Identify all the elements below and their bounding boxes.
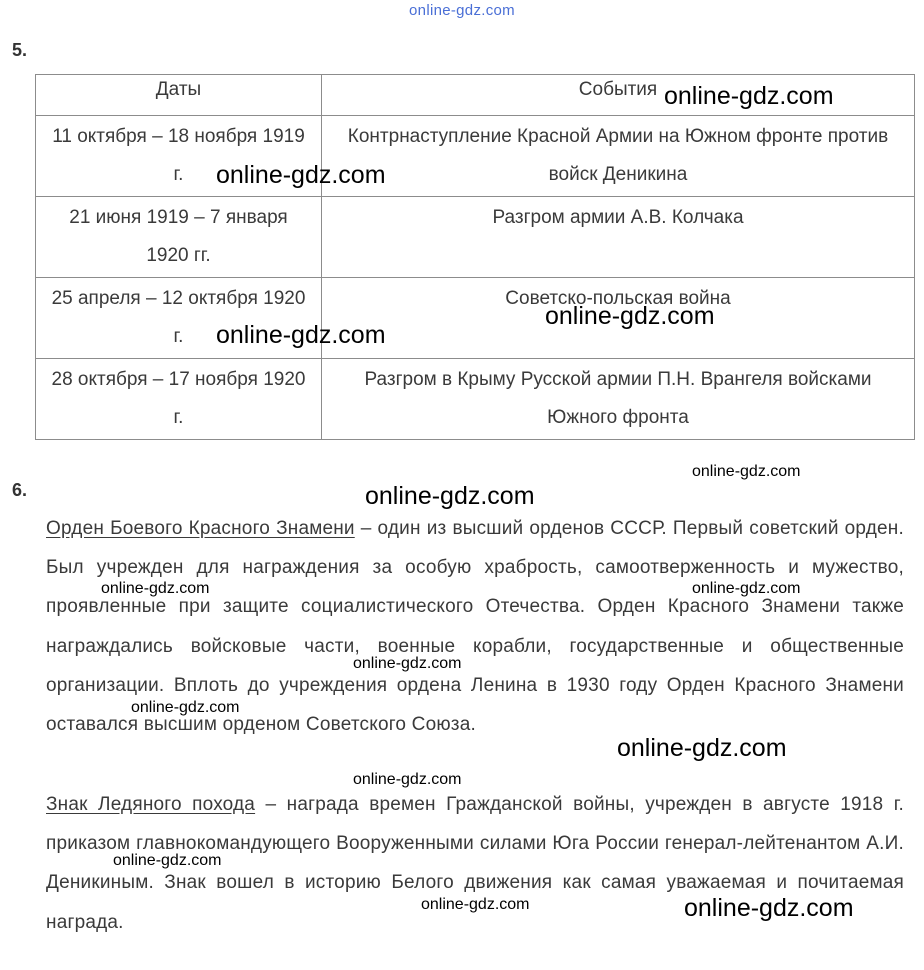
watermark: online-gdz.com (545, 302, 715, 330)
paragraph-text: – награда времен Гражданской войны, учрежден в августе 1918 г. приказом главнокомандующего Вооруженными силами Юга России генерал-лейтенантом А.И. Деникиным. Знак вошел в историю Белого движения как самая уважаемая и почитаемая награда. (46, 794, 904, 933)
watermark: online-gdz.com (684, 894, 854, 922)
date-cell: 25 апреля – 12 октября 1920 г. (36, 278, 322, 359)
watermark: online-gdz.com (113, 852, 222, 869)
date-cell: 28 октября – 17 ноября 1920 г. (36, 359, 322, 440)
watermark: online-gdz.com (692, 580, 801, 597)
section-5-number: 5. (12, 40, 28, 60)
watermark: online-gdz.com (216, 161, 386, 189)
watermark: online-gdz.com (692, 463, 801, 480)
watermark: online-gdz.com (664, 82, 834, 110)
events-table (35, 74, 915, 440)
table-row (36, 278, 915, 359)
section-6-number: 6. (12, 480, 28, 500)
table-row (36, 359, 915, 440)
table-row (36, 197, 915, 278)
term-ice-march-badge: Знак Ледяного похода (46, 794, 256, 815)
term-order-red-banner: Орден Боевого Красного Знамени (46, 518, 355, 539)
event-cell: Разгром армии А.В. Колчака (322, 197, 915, 278)
event-cell: Разгром в Крыму Русской армии П.Н. Врангеля войсками Южного фронта (322, 359, 915, 440)
watermark: online-gdz.com (101, 580, 210, 597)
watermark: online-gdz.com (216, 321, 386, 349)
header-events: События (322, 75, 915, 116)
watermark: online-gdz.com (365, 482, 535, 510)
watermark: online-gdz.com (421, 896, 530, 913)
header-watermark: online-gdz.com (409, 2, 515, 19)
watermark: online-gdz.com (353, 655, 462, 672)
watermark: online-gdz.com (617, 734, 787, 762)
watermark: online-gdz.com (353, 771, 462, 788)
paragraph-text: – один из высший орденов СССР. Первый советский орден. Был учрежден для награждения за особую храбрость, самоотверженность и мужество, проявленные при защите социалистического Отечества. Орден Красного Знамени также награждались войсковые части, военные корабли, государственные и общественные организации. Вплоть до учреждения ордена Ленина в 1930 году Орден Красного Знамени оставался высшим орденом Советского Союза. (46, 518, 904, 736)
date-cell: 21 июня 1919 – 7 января 1920 гг. (36, 197, 322, 278)
event-cell: Советско-польская война (322, 278, 915, 359)
event-cell: Контрнаступление Красной Армии на Южном фронте против войск Деникина (322, 116, 915, 197)
table-row (36, 116, 915, 197)
header-dates: Даты (36, 75, 322, 116)
date-cell: 11 октября – 18 ноября 1919 г. (36, 116, 322, 197)
watermark: online-gdz.com (131, 699, 240, 716)
